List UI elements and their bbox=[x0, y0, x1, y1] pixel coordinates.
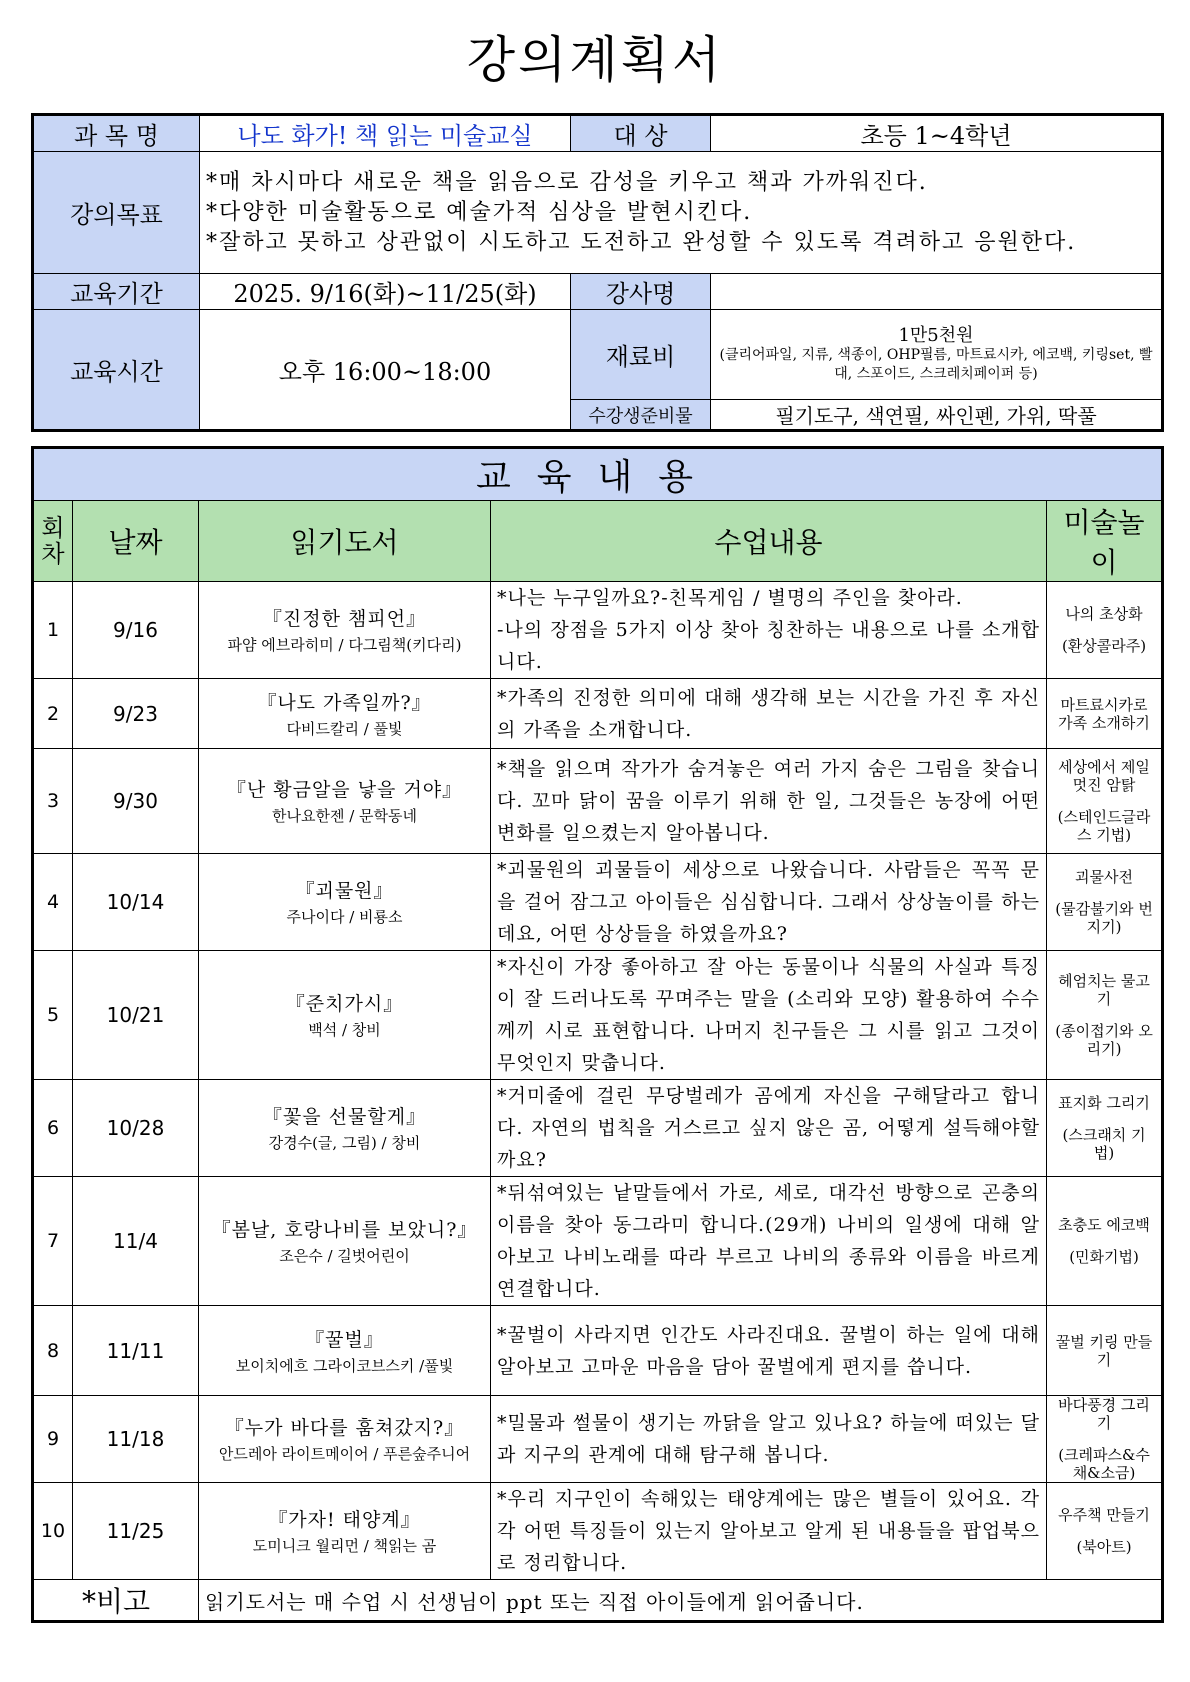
instructor-label: 강사명 bbox=[571, 274, 711, 310]
art-cell bbox=[1047, 1080, 1163, 1177]
period-value: 2025. 9/16(화)~11/25(화) bbox=[200, 274, 571, 310]
art-activity: 세상에서 제일 멋진 암탉 bbox=[1058, 758, 1150, 794]
art-activity: 초충도 에코백 bbox=[1058, 1216, 1150, 1234]
art-cell bbox=[1047, 951, 1163, 1080]
book-title: 『꽃을 선물할게』 bbox=[262, 1106, 427, 1128]
round-number: 2 bbox=[33, 679, 73, 749]
lesson-content: *밀물과 썰물이 생기는 까닭을 알고 있나요? 하늘에 떠있는 달과 지구의 관계에 대해 탐구해 봅니다. bbox=[491, 1396, 1047, 1483]
curriculum-banner: 교육내용 bbox=[33, 448, 1163, 501]
class-date: 9/30 bbox=[73, 749, 199, 854]
book-author: 강경수(글, 그림) / 창비 bbox=[268, 1134, 421, 1152]
header-book: 읽기도서 bbox=[199, 501, 491, 582]
lesson-content: *가족의 진정한 의미에 대해 생각해 보는 시간을 가진 후 자신의 가족을 소개합니다. bbox=[491, 679, 1047, 749]
art-technique: (크레파스&수채&소금) bbox=[1058, 1446, 1150, 1482]
period-label: 교육기간 bbox=[33, 274, 200, 310]
book-title: 『나도 가족일까?』 bbox=[257, 691, 432, 714]
art-cell bbox=[1047, 679, 1163, 749]
book-cell bbox=[199, 1396, 491, 1483]
time-value: 오후 16:00~18:00 bbox=[200, 310, 571, 431]
art-activity: 헤엄치는 물고기 bbox=[1058, 972, 1150, 1008]
lesson-content: *나는 누구일까요?-친목게임 / 별명의 주인을 찾아라. -나의 장점을 5가지 이상 찾아 칭찬하는 내용으로 나를 소개합니다. bbox=[491, 582, 1047, 679]
prep-label: 수강생준비물 bbox=[571, 400, 711, 431]
round-number: 7 bbox=[33, 1177, 73, 1306]
table-row bbox=[33, 1306, 1163, 1396]
goal-item: *다양한 미술활동으로 예술가적 심상을 발현시킨다. bbox=[206, 199, 753, 225]
header-date: 날짜 bbox=[73, 501, 199, 582]
table-row bbox=[33, 854, 1163, 951]
book-title: 『괴물원』 bbox=[295, 880, 394, 902]
art-technique: (스크래치 기법) bbox=[1062, 1126, 1146, 1162]
header-content: 수업내용 bbox=[491, 501, 1047, 582]
book-author: 주나이다 / 비룡소 bbox=[286, 908, 403, 926]
book-title: 『봄날, 호랑나비를 보았니?』 bbox=[211, 1219, 478, 1241]
course-info-table bbox=[31, 113, 1164, 432]
table-row bbox=[33, 582, 1163, 679]
course-label: 과 목 명 bbox=[33, 115, 200, 152]
header-round: 회차 bbox=[33, 501, 73, 582]
goal-item: *잘하고 못하고 상관없이 시도하고 도전하고 완성할 수 있도록 격려하고 응원한다. bbox=[206, 229, 1077, 255]
book-title: 『꿀벌』 bbox=[305, 1328, 384, 1351]
art-activity: 바다풍경 그리기 bbox=[1058, 1396, 1150, 1432]
art-technique: (종이접기와 오리기) bbox=[1055, 1022, 1153, 1058]
art-activity: 괴물사전 bbox=[1075, 868, 1134, 886]
art-cell bbox=[1047, 749, 1163, 854]
round-number: 8 bbox=[33, 1306, 73, 1396]
lesson-content: *거미줄에 걸린 무당벌레가 곰에게 자신을 구해달라고 합니다. 자연의 법칙을 거스르고 싶지 않은 곰, 어떻게 설득해야할까요? bbox=[491, 1080, 1047, 1177]
table-row bbox=[33, 951, 1163, 1080]
book-cell bbox=[199, 749, 491, 854]
art-cell bbox=[1047, 1396, 1163, 1483]
book-cell bbox=[199, 1177, 491, 1306]
curriculum-table bbox=[31, 446, 1164, 1623]
lesson-content: *자신이 가장 좋아하고 잘 아는 동물이나 식물의 사실과 특징이 잘 드러나도록 꾸며주는 말을 (소리와 모양) 활용하여 수수께끼 시로 표현합니다. 나머지 친구들은 그 시를 읽고 그것이 무엇인지 맞춥니다. bbox=[491, 951, 1047, 1080]
fee-cell bbox=[711, 310, 1163, 400]
book-cell bbox=[199, 854, 491, 951]
class-date: 10/14 bbox=[73, 854, 199, 951]
class-date: 9/23 bbox=[73, 679, 199, 749]
art-technique: (스테인드글라스 기법) bbox=[1057, 808, 1151, 844]
art-cell bbox=[1047, 854, 1163, 951]
book-cell bbox=[199, 1483, 491, 1580]
lesson-content: *책을 읽으며 작가가 숨겨놓은 여러 가지 숨은 그림을 찾습니다. 꼬마 닭이 꿈을 이루기 위해 한 일, 그것들은 농장에 어떤 변화를 일으켰는지 알아봅니다. bbox=[491, 749, 1047, 854]
class-date: 11/18 bbox=[73, 1396, 199, 1483]
round-number: 5 bbox=[33, 951, 73, 1080]
book-cell bbox=[199, 951, 491, 1080]
class-date: 11/11 bbox=[73, 1306, 199, 1396]
table-row bbox=[33, 679, 1163, 749]
book-author: 한나요한젠 / 문학동네 bbox=[271, 807, 417, 825]
table-row bbox=[33, 1177, 1163, 1306]
note-label: *비고 bbox=[33, 1580, 199, 1622]
lesson-content: *괴물원의 괴물들이 세상으로 나왔습니다. 사람들은 꼭꼭 문을 걸어 잠그고 아이들은 심심합니다. 그래서 상상놀이를 하는데요, 어떤 상상들을 하였을까요? bbox=[491, 854, 1047, 951]
prep-value: 필기도구, 색연필, 싸인펜, 가위, 딱풀 bbox=[711, 400, 1163, 431]
art-cell bbox=[1047, 1483, 1163, 1580]
note-text: 읽기도서는 매 수업 시 선생님이 ppt 또는 직접 아이들에게 읽어줍니다. bbox=[199, 1580, 1163, 1622]
goal-label: 강의목표 bbox=[33, 152, 200, 274]
table-row bbox=[33, 1483, 1163, 1580]
goal-list bbox=[200, 152, 1163, 274]
book-title: 『진정한 챔피언』 bbox=[262, 608, 427, 630]
time-label: 교육시간 bbox=[33, 310, 200, 431]
round-number: 1 bbox=[33, 582, 73, 679]
round-number: 3 bbox=[33, 749, 73, 854]
header-art: 미술놀이 bbox=[1047, 501, 1163, 582]
target-value: 초등 1~4학년 bbox=[711, 115, 1163, 152]
lesson-content: *우리 지구인이 속해있는 태양계에는 많은 별들이 있어요. 각각 어떤 특징들이 있는지 알아보고 알게 된 내용들을 팝업북으로 정리합니다. bbox=[491, 1483, 1047, 1580]
art-activity: 표지화 그리기 bbox=[1058, 1094, 1150, 1112]
class-date: 10/21 bbox=[73, 951, 199, 1080]
book-cell bbox=[199, 1080, 491, 1177]
target-label: 대 상 bbox=[571, 115, 711, 152]
art-activity: 꿀벌 키링 만들기 bbox=[1055, 1332, 1153, 1369]
fee-items: (클리어파일, 지류, 색종이, OHP필름, 마트료시카, 에코백, 키링set, 빨대, 스포이드, 스크레치페이퍼 등) bbox=[719, 346, 1153, 382]
round-number: 6 bbox=[33, 1080, 73, 1177]
book-title: 『가자! 태양계』 bbox=[268, 1509, 421, 1531]
art-cell bbox=[1047, 582, 1163, 679]
lesson-content: *뒤섞여있는 낱말들에서 가로, 세로, 대각선 방향으로 곤충의 이름을 찾아 동그라미 합니다.(29개) 나비의 일생에 대해 알아보고 나비노래를 따라 부르고 나비의 종류와 이름을 바르게 연결합니다. bbox=[491, 1177, 1047, 1306]
book-author: 파얌 에브라히미 / 다그림책(키다리) bbox=[227, 636, 462, 654]
book-author: 보이치에흐 그라이코브스키 /풀빛 bbox=[235, 1356, 454, 1375]
book-author: 다비드칼리 / 풀빛 bbox=[286, 719, 403, 738]
book-cell bbox=[199, 1306, 491, 1396]
art-activity: 우주책 만들기 bbox=[1058, 1506, 1150, 1524]
lesson-content: *꿀벌이 사라지면 인간도 사라진대요. 꿀벌이 하는 일에 대해 알아보고 고마운 마음을 담아 꿀벌에게 편지를 씁니다. bbox=[491, 1306, 1047, 1396]
table-row bbox=[33, 749, 1163, 854]
book-cell bbox=[199, 679, 491, 749]
class-date: 11/25 bbox=[73, 1483, 199, 1580]
book-author: 도미니크 월리먼 / 책읽는 곰 bbox=[252, 1537, 437, 1555]
book-author: 백석 / 창비 bbox=[308, 1021, 381, 1039]
class-date: 11/4 bbox=[73, 1177, 199, 1306]
art-activity: 나의 초상화 bbox=[1065, 605, 1143, 623]
round-number: 4 bbox=[33, 854, 73, 951]
class-date: 9/16 bbox=[73, 582, 199, 679]
art-technique: (환상콜라주) bbox=[1061, 637, 1147, 655]
round-number: 9 bbox=[33, 1396, 73, 1483]
art-activity: 마트료시카로 가족 소개하기 bbox=[1058, 695, 1150, 732]
book-author: 안드레아 라이트메이어 / 푸른숲주니어 bbox=[218, 1445, 471, 1463]
art-cell bbox=[1047, 1306, 1163, 1396]
table-row bbox=[33, 1396, 1163, 1483]
art-technique: (북아트) bbox=[1076, 1538, 1132, 1556]
fee-label: 재료비 bbox=[571, 310, 711, 400]
art-technique: (물감불기와 번지기) bbox=[1055, 900, 1153, 936]
goal-item: *매 차시마다 새로운 책을 읽음으로 감성을 키우고 책과 가까워진다. bbox=[206, 169, 928, 195]
book-title: 『준치가시』 bbox=[285, 993, 404, 1015]
book-title: 『난 황금알을 낳을 거야』 bbox=[226, 779, 463, 801]
book-title: 『누가 바다를 훔쳐갔지?』 bbox=[224, 1417, 465, 1439]
round-number: 10 bbox=[33, 1483, 73, 1580]
page-title: 강의계획서 bbox=[466, 31, 724, 89]
fee-price: 1만5천원 bbox=[898, 324, 974, 346]
class-date: 10/28 bbox=[73, 1080, 199, 1177]
course-name: 나도 화가! 책 읽는 미술교실 bbox=[200, 115, 571, 152]
note-row bbox=[33, 1580, 1163, 1622]
book-cell bbox=[199, 582, 491, 679]
art-technique: (민화기법) bbox=[1069, 1248, 1139, 1266]
table-row bbox=[33, 1080, 1163, 1177]
instructor-value bbox=[711, 274, 1163, 310]
art-cell bbox=[1047, 1177, 1163, 1306]
book-author: 조은수 / 길벗어린이 bbox=[279, 1247, 410, 1265]
